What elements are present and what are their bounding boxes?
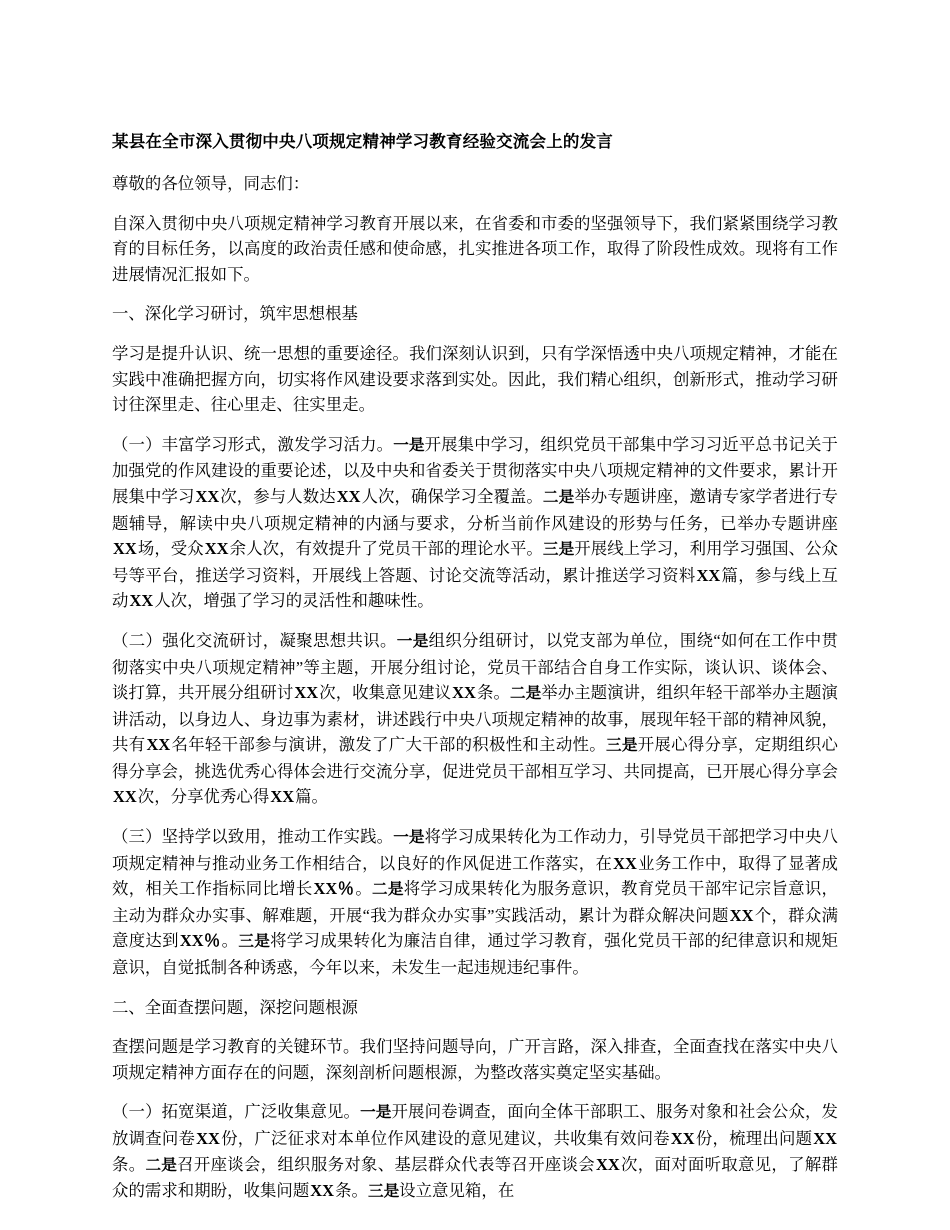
point-marker: 三是 <box>542 540 575 559</box>
point-text: 组织分组研讨，以党支部为单位，围绕“如何在工作中贯彻落实中央八项规定精神”等主题，开展分组讨论，党员干部结合自身工作实际，谈认识、谈体会、谈打算，共开展分组研讨 <box>112 630 838 703</box>
section-heading-1: 一、深化学习研讨，筑牢思想根基 <box>112 304 358 324</box>
point-text: 将学习成果转化为服务意识，教育党员干部牢记宗旨意识，主动为群众办实事、解难题，开展“我为群众办实事”实践活动，累计为群众解决问题 <box>112 879 838 925</box>
point-marker: 一是 <box>393 435 425 454</box>
subsection-label: （二）强化交流研讨，凝聚思想共识。 <box>112 630 397 650</box>
subsection-label: （一）拓宽渠道，广泛收集意见。 <box>112 1102 361 1122</box>
point-text: 开展集中学习，组织党员干部集中学习习近平总书记关于加强党的作风建设的重要论述，以及中央和省委关于贯彻落实中央八项规定精神的文件要求，累计开展集中学习 <box>112 434 838 506</box>
point-text: 设立意见箱，在 <box>399 1181 515 1201</box>
point-text: 开展线上学习，利用学习强国、公众号等平台，推送学习资料，开展线上答题、讨论交流等活动，累计推送学习资料 <box>112 539 838 585</box>
point-text: 份，梳理出问题 <box>695 1129 813 1148</box>
point-marker: 一是 <box>393 828 425 847</box>
point-text: 将学习成果转化为廉洁自律，通过学习教育，强化党员干部的纪律意识和规矩意识，自觉抵制各种诱惑，今年以来，未发生一起违规违纪事件。 <box>112 931 838 978</box>
point-text: 次，收集意见建议 <box>319 683 452 703</box>
point-text: 篇，参与线上互动 <box>112 565 838 611</box>
point-marker: 一是 <box>360 1103 392 1122</box>
point-text: 开展心得分享，定期组织心得分享会，挑选优秀心得体会进行交流分享，促进党员干部相互学习、共同提高，已开展心得分享会 <box>112 735 838 781</box>
point-text: 召开座谈会，组织服务对象、基层群众代表等召开座谈会 <box>177 1154 595 1174</box>
placeholder-value: XX <box>195 486 220 506</box>
point-text: 条。 <box>476 683 510 703</box>
placeholder-value: XX <box>270 787 295 807</box>
subsection-label: （三）坚持学以致用，推动工作实践。 <box>112 827 394 847</box>
point-text: 条。 <box>112 1154 146 1174</box>
placeholder-value: XX <box>113 787 137 807</box>
point-marker: 一是 <box>396 631 429 650</box>
placeholder-value: XX <box>204 539 229 559</box>
placeholder-value: XX <box>310 1181 335 1201</box>
point-text: 举办主题演讲，组织年轻干部举办主题演讲活动，以身边人、身边事为素材，讲述践行中央八项规定精神的故事，展现年轻干部的精神风貌，共有 <box>112 683 838 755</box>
placeholder-value: XX <box>670 1129 695 1148</box>
placeholder-value: XX <box>294 683 319 703</box>
placeholder-value: XX <box>813 1129 838 1148</box>
placeholder-value: XX <box>113 539 137 559</box>
point-text: 名年轻干部参与演讲，激发了广大干部的积极性和主动性。 <box>171 735 606 755</box>
placeholder-value: XX <box>146 735 171 755</box>
page-title: 某县在全市深入贯彻中央八项规定精神学习教育经验交流会上的发言 <box>112 132 613 151</box>
placeholder-value: XX <box>595 1154 620 1174</box>
subsection-2-1 <box>112 1099 838 1202</box>
point-text: 次，分享优秀心得 <box>137 787 270 807</box>
placeholder-value: XX <box>336 486 361 506</box>
placeholder-value: XX <box>196 1129 220 1148</box>
intro-paragraph: 自深入贯彻中央八项规定精神学习教育开展以来，在省委和市委的坚强领导下，我们紧紧围绕学习教育的目标任务，以高度的政治责任感和使命感，扎实推进各项工作，取得了阶段性成效。现将有工作进展情况汇报如下。 <box>112 213 838 284</box>
point-text: 。 <box>221 931 239 951</box>
section-lead-2: 查摆问题是学习教育的关键环节。我们坚持问题导向，广开言路，深入排查，全面查找在落实中央八项规定精神方面存在的问题，深刻剖析问题根源，为整改落实奠定坚实基础。 <box>112 1037 838 1082</box>
point-text: 条。 <box>335 1181 368 1201</box>
point-marker: 二是 <box>509 684 542 703</box>
placeholder-value: XX <box>129 591 154 611</box>
point-text: 场，受众 <box>137 539 204 559</box>
subsection-1-3 <box>112 824 838 981</box>
placeholder-value: XX <box>613 853 637 873</box>
point-text: 余人次，有效提升了党员干部的理论水平。 <box>229 539 543 559</box>
point-text: 篇。 <box>295 787 328 807</box>
point-marker: 二是 <box>145 1155 178 1174</box>
point-text: 。 <box>355 879 373 899</box>
point-text: 举办专题讲座，邀请专家学者进行专题辅导，解读中央八项规定精神的内涵与要求，分析当前作风建设的形势与任务，已举办专题讲座 <box>112 486 838 533</box>
placeholder-value: XX <box>729 905 754 925</box>
point-text: 个，群众满意度达到 <box>112 905 839 951</box>
document-body <box>112 130 838 1202</box>
placeholder-value: XX％ <box>313 879 355 899</box>
point-marker: 二是 <box>372 880 404 899</box>
placeholder-value: XX <box>452 683 476 703</box>
point-marker: 三是 <box>367 1182 400 1201</box>
subsection-label: （一）丰富学习形式，激发学习活力。 <box>112 434 394 454</box>
point-marker: 三是 <box>238 932 271 951</box>
placeholder-value: XX <box>696 565 721 585</box>
point-marker: 二是 <box>542 487 575 506</box>
subsection-1-2 <box>112 628 838 810</box>
point-text: 次，面对面听取意见，了解群众的需求和期盼，收集问题 <box>112 1154 838 1201</box>
section-heading-2: 二、全面查摆问题，深挖问题根源 <box>112 997 358 1017</box>
salutation: 尊敬的各位领导，同志们： <box>112 174 310 193</box>
point-text: 人次，确保学习全覆盖。 <box>361 486 543 506</box>
point-text: 将学习成果转化为工作动力，引导党员干部把学习中央八项规定精神与推动业务工作相结合，以良好的作风促进工作落实，在 <box>112 827 838 873</box>
point-text: 业务工作中，取得了显著成效，相关工作指标同比增长 <box>112 853 838 899</box>
point-text: 开展问卷调查，面向全体干部职工、服务对象和社会公众，发放调查问卷 <box>112 1102 838 1148</box>
placeholder-value: XX％ <box>179 931 221 951</box>
point-text: 次，参与人数达 <box>220 486 336 506</box>
point-text: 人次，增强了学习的灵活性和趣味性。 <box>154 591 434 611</box>
point-marker: 三是 <box>605 736 638 755</box>
section-lead-1: 学习是提升认识、统一思想的重要途径。我们深刻认识到，只有学深悟透中央八项规定精神，才能在实践中准确把握方向，切实将作风建设要求落到实处。因此，我们精心组织，创新形式，推动学习研讨往深里走、往心里走、往实里走。 <box>112 343 838 415</box>
point-text: 份，广泛征求对本单位作风建设的意见建议，共收集有效问卷 <box>220 1129 670 1148</box>
subsection-1-1 <box>112 432 838 614</box>
